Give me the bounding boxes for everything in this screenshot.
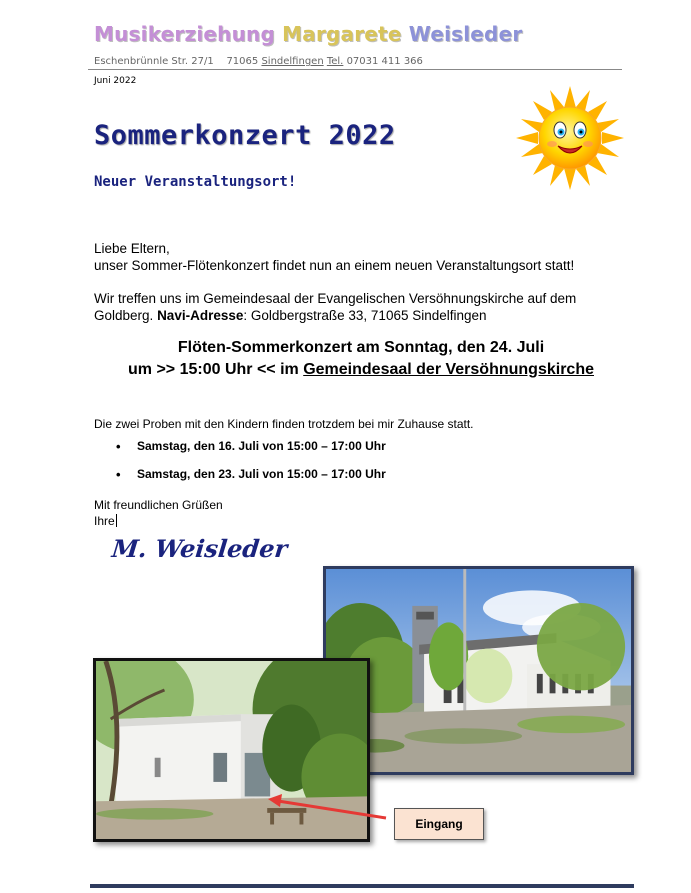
address-zip: 71065 <box>226 56 259 67</box>
address-city: Sindelfingen <box>261 56 324 67</box>
closing-block <box>94 497 223 529</box>
entrance-label: Eingang <box>394 808 484 840</box>
sun-icon <box>514 84 626 192</box>
greeting-line: Liebe Eltern, <box>94 241 170 256</box>
closing-line: Mit freundlichen Grüßen <box>94 498 223 512</box>
church-photo-image <box>326 569 631 772</box>
rehearsal-list <box>116 438 386 494</box>
event-date-line: Flöten-Sommerkonzert am Sonntag, den 24. Juli <box>177 339 545 356</box>
page-title: Sommerkonzert 2022 <box>94 120 396 151</box>
event-venue: Gemeindesaal der Versöhnungskirche <box>303 361 594 378</box>
footer-divider <box>90 884 634 888</box>
letterhead-part-2: Margarete <box>282 22 402 46</box>
location-paragraph <box>94 290 634 324</box>
address-street: Eschenbrünnle Str. 27/1 <box>94 56 214 67</box>
entrance-arrow-icon <box>264 790 394 830</box>
letterhead-title <box>94 22 522 46</box>
letterhead-address <box>94 56 423 67</box>
letter-date: Juni 2022 <box>94 76 137 86</box>
letterhead-divider <box>88 69 622 70</box>
rehearsal-intro: Die zwei Proben mit den Kindern finden trotzdem bei mir Zuhause statt. <box>94 417 474 431</box>
rehearsal-item: • Samstag, den 23. Juli von 15:00 – 17:00 Uhr <box>116 466 386 494</box>
text-cursor <box>116 514 117 527</box>
letterhead-part-3: Weisleder <box>408 22 523 46</box>
address-tel: 07031 411 366 <box>346 56 423 67</box>
location-text: Wir treffen uns im Gemeindesaal der Evangelischen Versöhnungskirche auf dem Goldberg. <box>94 291 577 323</box>
event-time: um >> 15:00 Uhr << im <box>128 361 304 378</box>
address-tel-label: Tel. <box>326 56 344 67</box>
letterhead-part-1: Musikerziehung <box>94 22 275 46</box>
page-subtitle: Neuer Veranstaltungsort! <box>94 174 297 190</box>
signature: M. Weisleder <box>110 534 289 563</box>
rehearsal-item: • Samstag, den 16. Juli von 15:00 – 17:00 Uhr <box>116 438 386 466</box>
intro-line: unser Sommer-Flötenkonzert findet nun an einem neuen Veranstaltungsort statt! <box>94 258 575 273</box>
event-time-line <box>94 361 628 379</box>
greeting-paragraph <box>94 240 574 274</box>
navi-address: : Goldbergstraße 33, 71065 Sindelfingen <box>243 308 487 323</box>
navi-label: Navi-Adresse <box>157 308 244 323</box>
closing-ihre: Ihre <box>94 514 115 528</box>
